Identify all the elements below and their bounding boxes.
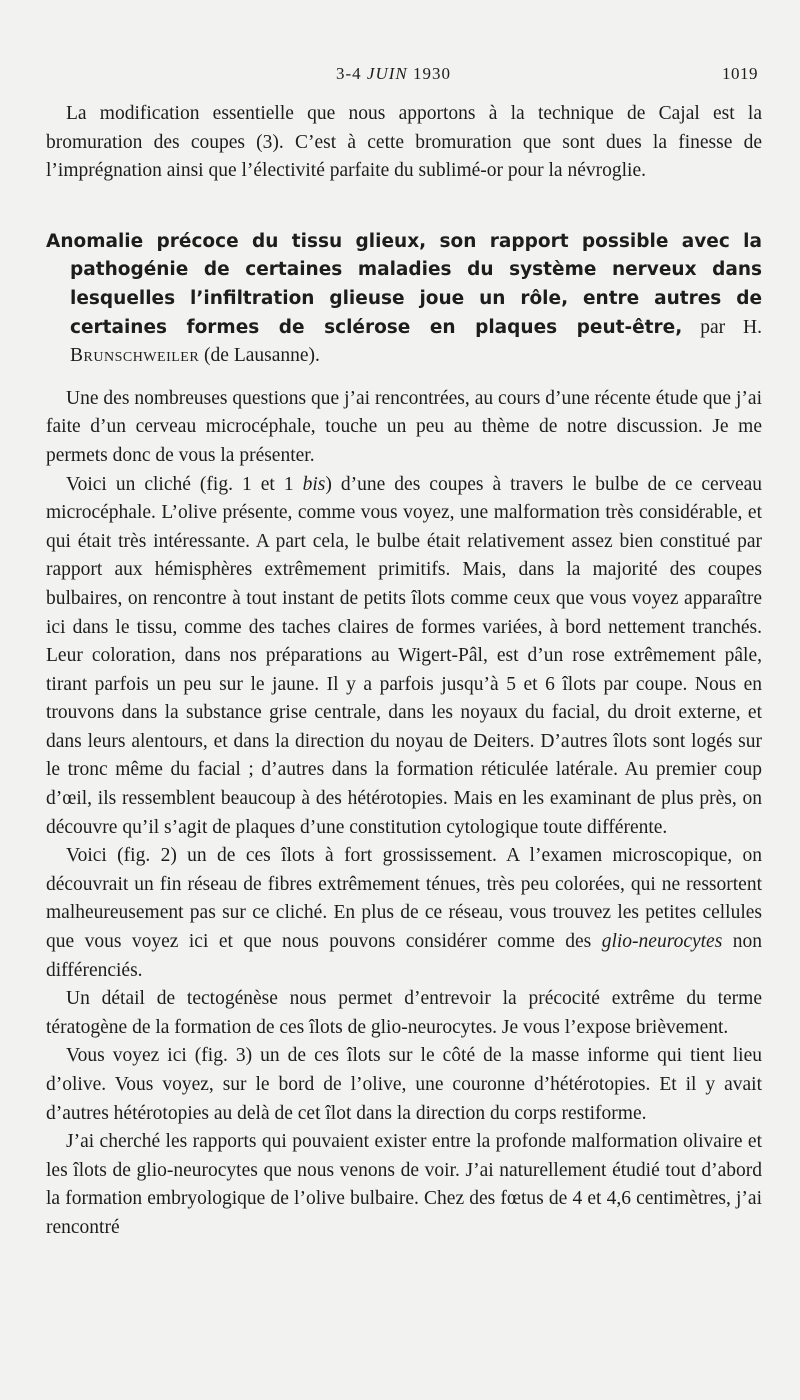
article-by: par H. — [700, 316, 762, 338]
body-paragraph-2 — [46, 471, 762, 843]
article-heading — [46, 228, 762, 371]
running-head — [46, 64, 762, 84]
header-date-month: JUIN — [366, 64, 408, 83]
article-title: Anomalie précoce du tissu glieux, son rapport possible avec la pathogénie de certaines maladies du système nerveux dans lesquelles l’infiltration glieuse joue un rôle, entre autres de certaines formes de sclérose en plaques peut-être, — [46, 230, 762, 338]
p2-bis: bis — [302, 473, 326, 495]
header-date-prefix: 3-4 — [336, 64, 362, 83]
p2-text-after: ) d’une des coupes à travers le bulbe de ce cerveau microcéphale. L’olive présente, comme vous voyez, une malformation très considérable, et qui était très intéressante. A part cela, le bulbe était relativement assez bien constitué par rapport aux hémisphères extrêmement primitifs. Mais, dans la majorité des coupes bulbaires, on rencontre à tout instant de petits îlots comme ceux que vous voyez apparaître ici dans le tissu, comme des taches claires de formes variées, à bord nettement tranchés. Leur coloration, dans nos préparations au Wigert-Pâl, est d’un rose extrêmement pâle, tirant parfois un peu sur le jaune. Il y a parfois jusqu’à 5 et 6 îlots par coupe. Nous en trouvons dans la substance grise centrale, dans les noyaux du facial, du droit externe, et dans leurs alentours, et dans la direction du noyau de Deiters. D’autres îlots sont logés sur le tronc même du facial ; d’autres dans la formation réticulée latérale. Au premier coup d’œil, ils ressemblent beaucoup à des hétérotopies. Mais en les examinant de plus près, on découvre qu’il s’agit de plaques d’une constitution cytologique toute différente. — [46, 473, 763, 838]
p3-text-after: non différenciés. — [46, 931, 762, 981]
header-date-year: 1930 — [413, 64, 451, 83]
article-body — [46, 385, 762, 1243]
header-date — [336, 64, 451, 84]
p3-term: glio-neurocytes — [601, 931, 723, 953]
body-paragraph-6: J’ai cherché les rapports qui pouvaient exister entre la profonde malformation olivaire et les îlots de glio-neurocytes que nous venons de voir. J’ai naturellement étudié tout d’abord la formation embryologique de l’olive bulbaire. Chez des fœtus de 4 et 4,6 centimètres, j’ai rencontré — [46, 1131, 762, 1238]
intro-paragraph: La modification essentielle que nous apportons à la technique de Cajal est la bromuration des coupes (3). C’est à cette bromuration que sont dues la finesse de l’imprégnation ainsi que l’électivité parfaite du sublimé-or pour la névroglie. — [46, 103, 762, 182]
page-number: 1019 — [722, 64, 758, 83]
body-paragraph-5: Vous voyez ici (fig. 3) un de ces îlots sur le côté de la masse informe qui tient lieu d’olive. Vous voyez, sur le bord de l’olive, une couronne d’hétérotopies. Et il y avait d’autres hétérotopies au delà de cet îlot dans la direction du corps restiforme. — [46, 1045, 762, 1124]
article-affiliation: (de Lausanne). — [204, 345, 320, 367]
body-paragraph-4: Un détail de tectogénèse nous permet d’entrevoir la précocité extrême du terme tératogène de la formation de ces îlots de glio-neurocytes. Je vous l’expose brièvement. — [46, 988, 762, 1038]
p2-text-before: Voici un cliché (fig. 1 et 1 — [66, 473, 303, 495]
article-author: Brunschweiler — [70, 345, 200, 367]
body-paragraph-1: Une des nombreuses questions que j’ai rencontrées, au cours d’une récente étude que j’ai faite d’un cerveau microcéphale, touche un peu au thème de notre discussion. Je me permets donc de vous la présenter. — [46, 387, 762, 466]
p3-text-before: Voici (fig. 2) un de ces îlots à fort grossissement. A l’examen microscopique, on découvrait un fin réseau de fibres extrêmement ténues, très peu colorées, qui ne ressortent malheureusement pas sur ce cliché. En plus de ce réseau, vous trouvez les petites cellules que vous voyez ici et que nous pouvons considérer comme des — [46, 845, 762, 953]
body-paragraph-3 — [46, 842, 762, 985]
